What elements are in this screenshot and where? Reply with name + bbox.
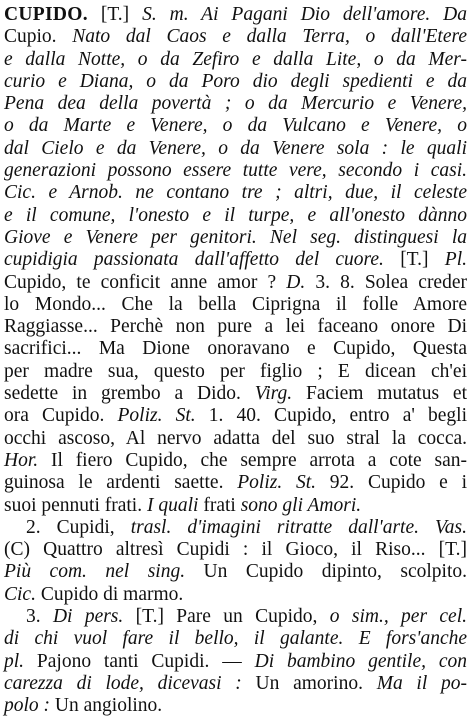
- roman-text: 92. Cupido e i: [316, 472, 468, 494]
- roman-text: Un amorino.: [241, 672, 377, 694]
- roman-text: frati: [198, 494, 241, 516]
- italic-text: e il comune, l'onesto e il turpe, e all'onesto dànno: [4, 204, 467, 226]
- roman-text: Cupido, te conficit anne amor ?: [4, 271, 287, 293]
- entry-line: [4, 71, 467, 93]
- italic-text: trasl. d'imagini ritratte dall'arte. Vas.: [130, 516, 468, 538]
- roman-text: lo Mondo... Che la bella Ciprigna il folle Amore: [4, 293, 467, 315]
- entry-line: [4, 673, 467, 695]
- roman-text: guinosa le ardenti saette.: [4, 472, 238, 494]
- entry-line: [4, 26, 467, 48]
- entry-line: [4, 4, 467, 26]
- entry-line: [4, 227, 467, 249]
- roman-text: 2. Cupidi,: [26, 516, 131, 538]
- roman-text: sedette in grembo a Dido.: [4, 383, 255, 405]
- entry-line: [4, 93, 467, 115]
- italic-text: dal Cielo e da Venere, o da Venere sola : le quali: [4, 137, 467, 159]
- roman-text: Il fiero Cupido, che sempre arrota a cote san-: [38, 449, 467, 471]
- entry-headword: CUPIDO.: [4, 4, 88, 25]
- italic-text: Giove e Venere per genitori. Nel seg. distinguesi la: [4, 226, 467, 248]
- roman-text: occhi ascoso, Al nervo adatta del suo stral la cocca.: [4, 427, 467, 449]
- entry-line: [4, 584, 467, 606]
- italic-text: S. m. Ai Pagani Dio dell'amore. Da: [142, 4, 468, 25]
- entry-line: [4, 450, 467, 472]
- italic-text: cupidigia passionata dall'affetto del cuore.: [4, 249, 401, 271]
- entry-line: [4, 383, 467, 405]
- entry-line: [4, 316, 467, 338]
- italic-text: Poliz. St.: [237, 472, 317, 494]
- entry-line: [4, 361, 467, 383]
- italic-text: Nato dal Caos e dalla Terra, o dall'Etere: [72, 26, 467, 48]
- italic-text: o sim., per cel.: [329, 606, 467, 628]
- entry-line: [4, 205, 467, 227]
- roman-text: Pajono tanti Cupidi. —: [24, 650, 255, 672]
- italic-text: di chi vuol fare il bello, il galante. E fors'anche: [4, 628, 467, 650]
- entry-line: [4, 606, 467, 628]
- italic-text: Poliz. St.: [117, 405, 196, 427]
- entry-line: [4, 651, 467, 673]
- dictionary-entry-cupido: [4, 4, 467, 718]
- entry-line: [4, 539, 467, 561]
- italic-text: Cic.: [4, 583, 36, 605]
- roman-text: Raggiasse... Perchè non pure a lei faceano onore Di: [4, 316, 467, 338]
- roman-text: [T.]: [400, 249, 445, 271]
- italic-text: sono gli Amori.: [240, 494, 362, 516]
- entry-line: [4, 405, 467, 427]
- roman-text: Un Cupido dipinto, scolpito.: [185, 561, 467, 583]
- roman-text: 1. 40. Cupido, entro a' begli: [195, 405, 467, 427]
- entry-line: [4, 338, 467, 360]
- roman-text: [T.] Pare un Cupido,: [123, 606, 330, 628]
- roman-text: per madre sua, questo per figlio ; E dicean ch'ei: [4, 360, 467, 382]
- italic-text: Di pers.: [52, 606, 124, 628]
- roman-text: Faciem mutatus et: [292, 383, 467, 405]
- italic-text: pl.: [4, 650, 25, 672]
- roman-text: suoi pennuti frati.: [4, 494, 147, 516]
- roman-text: Un angiolino.: [50, 695, 163, 717]
- italic-text: Di bambino gentile, con: [254, 650, 468, 672]
- italic-text: o da Marte e Venere, o da Vulcano e Venere, o: [4, 115, 467, 137]
- italic-text: carezza di lode, dicevasi :: [4, 672, 242, 694]
- italic-text: Cic. e Arnob. ne contano tre ; altri, due, il celeste: [4, 182, 467, 204]
- entry-line: [4, 160, 467, 182]
- entry-line: [4, 138, 467, 160]
- italic-text: Hor.: [4, 449, 39, 471]
- entry-line: [4, 628, 467, 650]
- entry-line: [4, 272, 467, 294]
- entry-line: [4, 517, 467, 539]
- roman-text: 3. 8. Solea creder: [305, 271, 467, 293]
- italic-text: Virg.: [254, 383, 293, 405]
- entry-line: [4, 695, 467, 717]
- roman-text: sacrifici... Ma Dione onoravano e Cupido, Questa: [4, 338, 467, 360]
- italic-text: generazioni possono essere tutte vere, secondo i casi.: [4, 160, 467, 182]
- entry-line: [4, 49, 467, 71]
- entry-line: [4, 561, 467, 583]
- italic-text: Più com. nel sing.: [4, 561, 186, 583]
- italic-text: e dalla Notte, o da Zefiro e dalla Lite, o da Mer-: [4, 48, 467, 70]
- roman-text: 3.: [26, 606, 53, 628]
- roman-text: ora Cupido.: [4, 405, 118, 427]
- entry-line: [4, 249, 467, 271]
- italic-text: Pena dea della povertà ; o da Mercurio e Venere,: [4, 93, 467, 115]
- entry-line: [4, 182, 467, 204]
- entry-line: [4, 428, 467, 450]
- entry-line: [4, 495, 467, 517]
- roman-text: [T.]: [100, 4, 143, 25]
- roman-text: Cupio.: [4, 26, 73, 48]
- italic-text: Ma il po-: [376, 672, 467, 694]
- entry-line: [4, 294, 467, 316]
- italic-text: I quali: [146, 494, 199, 516]
- roman-text: Cupido di marmo.: [35, 583, 184, 605]
- entry-line: [4, 115, 467, 137]
- italic-text: curio e Diana, o da Poro dio degli spedienti e da: [4, 70, 467, 92]
- italic-text: D.: [286, 271, 306, 293]
- italic-text: Pl.: [444, 249, 467, 271]
- entry-line: [4, 472, 467, 494]
- roman-text: (C) Quattro altresì Cupidi : il Gioco, il Riso... [T.]: [4, 539, 467, 561]
- italic-text: polo :: [4, 695, 51, 717]
